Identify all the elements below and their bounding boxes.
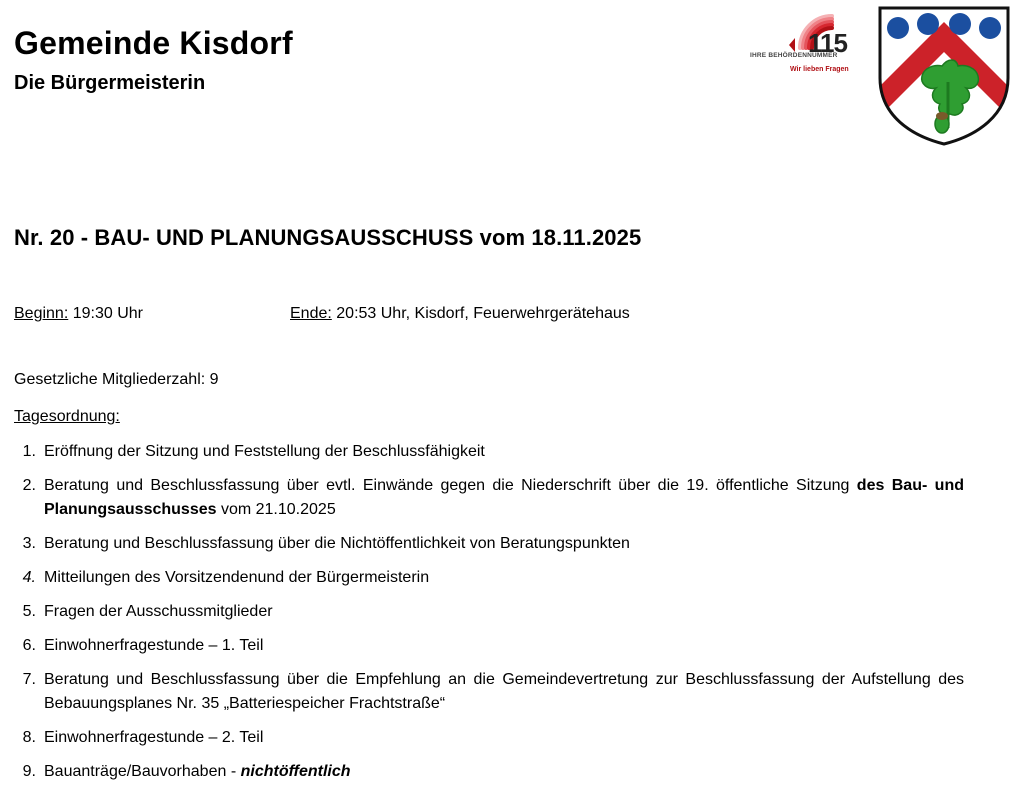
logo-115-tagline-secondary: Wir lieben Fragen — [790, 66, 849, 73]
agenda-item-number: 7. — [22, 671, 36, 688]
agenda-item-number: 8. — [22, 729, 36, 746]
agenda-item-text: Eröffnung der Sitzung und Feststellung der Beschlussfähigkeit — [44, 443, 485, 460]
agenda-item-text: Beratung und Beschlussfassung über die Empfehlung an die Gemeindevertretung zur Beschlussfassung der Aufstellung des Bebauungsplanes Nr. 35 „Batteriespeicher Frachtstraße“ — [44, 671, 964, 712]
logo-115 — [748, 8, 868, 80]
agenda-item-text-part1: Beratung und Beschlussfassung über evtl. Einwände gegen die Niederschrift über die 19. öffentliche Sitzung — [44, 477, 857, 494]
agenda-list — [14, 440, 964, 794]
agenda-item-number: 3. — [22, 535, 36, 552]
page-title: Nr. 20 - BAU- UND PLANUNGSAUSSCHUSS vom 18.11.2025 — [14, 225, 642, 250]
agenda-item-text: Mitteilungen des Vorsitzendenund der Bürgermeisterin — [44, 569, 430, 586]
agenda-item — [14, 634, 964, 658]
meeting-begin-label: Beginn: — [14, 305, 69, 322]
agenda-item-number: 1. — [22, 443, 36, 460]
meeting-end — [290, 305, 630, 323]
coat-of-arms — [876, 4, 1012, 146]
meeting-end-value: 20:53 Uhr, Kisdorf, Feuerwehrgerätehaus — [336, 305, 630, 322]
agenda-item — [14, 566, 964, 590]
meeting-begin — [14, 305, 143, 323]
agenda-item — [14, 760, 964, 784]
agenda-item-text: Einwohnerfragestunde – 1. Teil — [44, 637, 264, 654]
meeting-end-label: Ende: — [290, 305, 332, 322]
agenda-item — [14, 668, 964, 716]
coat-of-arms-icon — [876, 4, 1012, 146]
document-header — [0, 0, 1024, 150]
agenda-item-number: 5. — [22, 603, 36, 620]
agenda-label: Tagesordnung: — [14, 408, 120, 425]
meeting-begin-value: 19:30 Uhr — [72, 305, 143, 322]
agenda-item-text: Einwohnerfragestunde – 2. Teil — [44, 729, 264, 746]
statutory-members: Gesetzliche Mitgliederzahl: 9 — [14, 371, 219, 388]
logo-115-tagline: IHRE BEHÖRDENNUMMER — [750, 52, 838, 59]
logo-115-number: 115 — [808, 28, 847, 58]
agenda-item-number: 4. — [22, 569, 36, 586]
agenda-item-text-bold-italic: nichtöffentlich — [240, 763, 351, 780]
agenda-item — [14, 726, 964, 750]
agenda-item-text: Fragen der Ausschussmitglieder — [44, 603, 273, 620]
agenda-item-text-bold: des Bau- und Planungsausschusses — [44, 477, 964, 518]
agenda-item-number: 2. — [22, 477, 36, 494]
agenda-item — [14, 440, 964, 464]
agenda-item-text-part2: vom 21.10.2025 — [216, 501, 336, 518]
agenda-item — [14, 600, 964, 624]
agenda-item-number: 9. — [22, 763, 36, 780]
agenda-item-number: 6. — [22, 637, 36, 654]
municipality-title: Gemeinde Kisdorf — [14, 25, 293, 61]
municipality-role: Die Bürgermeisterin — [14, 72, 206, 94]
agenda-item — [14, 474, 964, 522]
agenda-item-text: Beratung und Beschlussfassung über die Nichtöffentlichkeit von Beratungspunkten — [44, 535, 630, 552]
agenda-item — [14, 532, 964, 556]
agenda-item-text-part1: Bauanträge/Bauvorhaben - — [44, 763, 241, 780]
